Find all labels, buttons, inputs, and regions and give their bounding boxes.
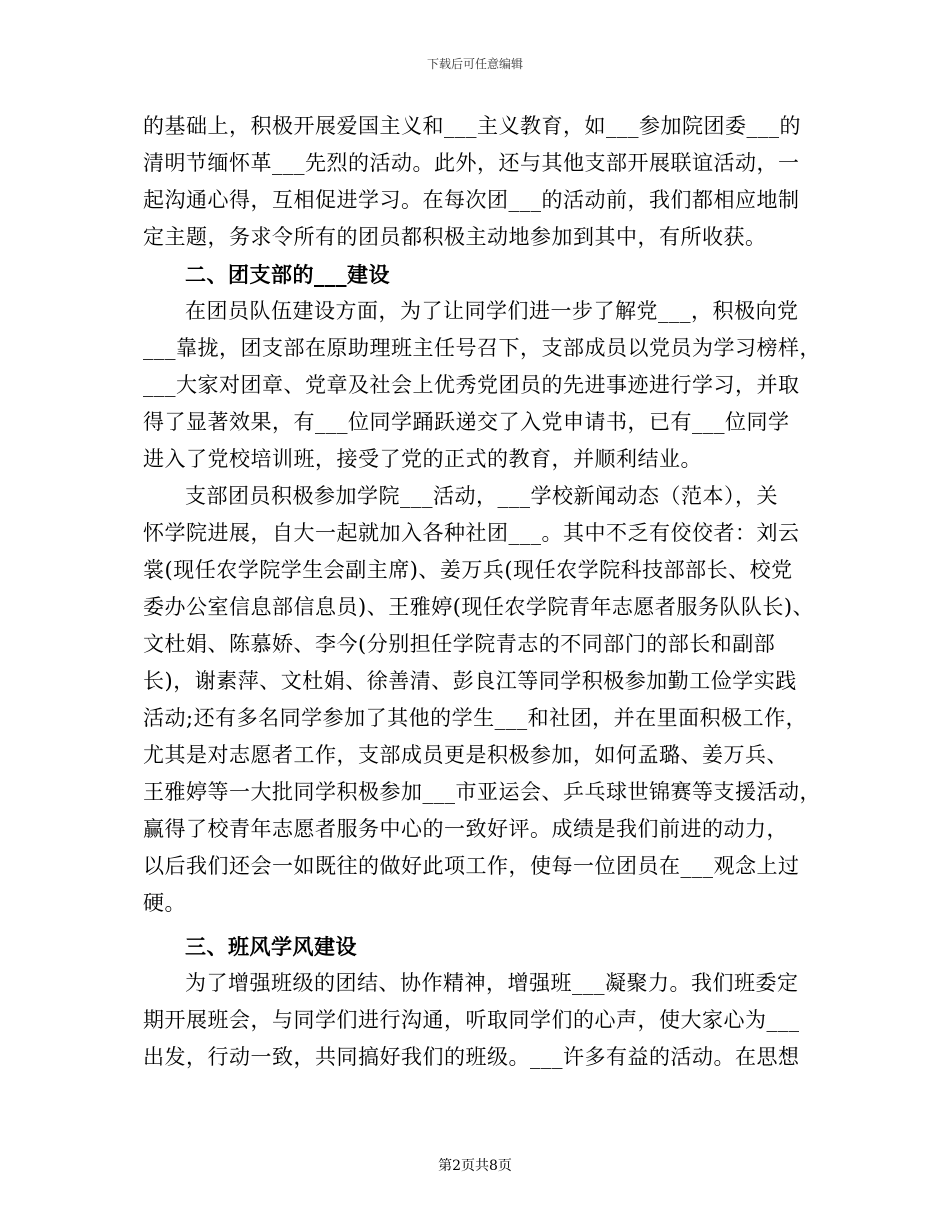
paragraph-line: 赢得了校青年志愿者服务中心的一致好评。成绩是我们前进的动力，	[143, 817, 788, 841]
paragraph-line: 的基础上，积极开展爱国主义和___主义教育，如___参加院团委___的	[143, 114, 801, 138]
paragraph-line: 支部团员积极参加学院___活动，___学校新闻动态（范本），关	[185, 484, 778, 508]
paragraph-line: 长)，谢素萍、文杜娟、徐善清、彭良江等同学积极参加勤工俭学实践	[143, 669, 797, 693]
paragraph-line: 硬。	[143, 891, 186, 915]
paragraph-line: 清明节缅怀革___先烈的活动。此外，还与其他支部开展联谊活动，一	[143, 151, 800, 175]
paragraph-line: 以后我们还会一如既往的做好此项工作，使每一位团员在___观念上过	[143, 854, 800, 878]
paragraph-line: 定主题，务求令所有的团员都积极主动地参加到其中，有所收获。	[143, 225, 767, 249]
header-note: 下载后可任意编辑	[426, 57, 523, 71]
paragraph-line: ___靠拢，团支部在原助理班主任号召下，支部成员以党员为学习榜样，	[143, 336, 821, 360]
paragraph-line: 起沟通心得，互相促进学习。在每次团___的活动前，我们都相应地制	[143, 188, 800, 212]
section-heading: 二、团支部的___建设	[185, 262, 390, 287]
paragraph-line: 活动;还有多名同学参加了其他的学生___和社团，并在里面积极工作，	[143, 706, 808, 730]
paragraph-line: ___大家对团章、党章及社会上优秀党团员的先进事迹进行学习，并取	[143, 373, 800, 397]
paragraph-line: 怀学院进展，自大一起就加入各种社团___。其中不乏有佼佼者：刘云	[143, 521, 800, 545]
paragraph-line: 文杜娟、陈慕娇、李今(分别担任学院青志的不同部门的部长和副部	[143, 632, 776, 656]
paragraph-line: 在团员队伍建设方面，为了让同学们进一步了解党___，积极向党	[185, 299, 799, 323]
paragraph-line: 得了显著效果，有___位同学踊跃递交了入党申请书，已有___位同学	[143, 410, 790, 434]
section-heading: 三、班风学风建设	[185, 934, 357, 959]
paragraph-line: 为了增强班级的团结、协作精神，增强班___凝聚力。我们班委定	[185, 971, 799, 995]
paragraph-line: 委办公室信息部信息员)、王雅婷(现任农学院青年志愿者服务队队长)、	[143, 595, 815, 619]
paragraph-line: 尤其是对志愿者工作，支部成员更是积极参加，如何孟璐、姜万兵、	[143, 743, 788, 767]
page-footer: 第2页共8页	[438, 1158, 512, 1174]
paragraph-line: 期开展班会，与同学们进行沟通，听取同学们的心声，使大家心为___	[143, 1008, 800, 1032]
paragraph-line: 王雅婷等一大批同学积极参加___市亚运会、乒乓球世锦赛等支援活动，	[143, 780, 821, 804]
body-text	[143, 108, 823, 1076]
paragraph-line: 裳(现任农学院学生会副主席)、姜万兵(现任农学院科技部部长、校党	[143, 558, 793, 582]
paragraph-line: 出发，行动一致，共同搞好我们的班级。___许多有益的活动。在思想	[143, 1045, 800, 1069]
paragraph-line: 进入了党校培训班，接受了党的正式的教育，并顺利结业。	[143, 447, 702, 471]
